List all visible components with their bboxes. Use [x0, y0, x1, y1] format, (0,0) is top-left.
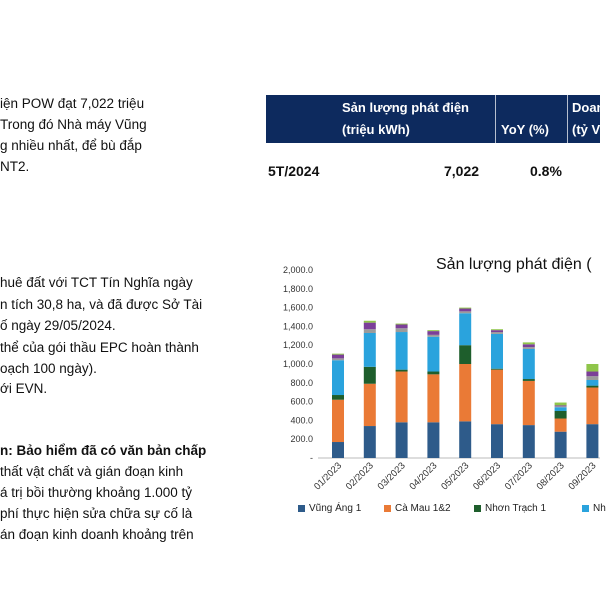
bar-segment [523, 344, 535, 347]
bar-segment [555, 407, 567, 411]
y-tick-label: 2,000.0 [282, 265, 313, 275]
bar-segment [396, 370, 408, 372]
bar-segment [459, 311, 471, 313]
bar-segment [555, 403, 567, 406]
para2-line4: thể của gói thầu EPC hoàn thành [0, 340, 199, 355]
bar-segment [491, 332, 503, 334]
bar-segment [396, 422, 408, 458]
para2-line1: huê đất với TCT Tín Nghĩa ngày [0, 275, 193, 290]
para1-line2: Trong đó Nhà máy Vũng [0, 117, 147, 132]
y-tick-label: 600.0 [290, 396, 313, 407]
bar-segment [396, 325, 408, 329]
bar-segment [396, 324, 408, 325]
bar-segment [555, 411, 567, 419]
bar-segment [555, 432, 567, 458]
para3-line5: án đoạn kinh doanh khoảng trên [0, 527, 194, 542]
header-revenue-line1: Doan [572, 100, 605, 115]
bar-segment [459, 308, 471, 309]
legend-item [298, 503, 361, 514]
bar-segment [427, 372, 439, 375]
bar-segment [364, 384, 376, 426]
x-tick-label: 02/2023 [343, 460, 376, 493]
bar-segment [586, 372, 598, 377]
para2-line6: ới EVN. [0, 381, 48, 396]
bar-segment [523, 347, 535, 349]
bar-segment [364, 323, 376, 330]
bar-segment [491, 424, 503, 458]
bar-segment [523, 342, 535, 344]
para1-line4: NT2. [0, 159, 30, 174]
legend-item [474, 503, 546, 514]
y-tick-label: 400.0 [290, 415, 313, 426]
y-tick-label: 1,600.0 [282, 302, 313, 313]
bar-segment [459, 345, 471, 364]
bar-segment [427, 374, 439, 422]
bar-segment [332, 400, 344, 442]
bar-segment [555, 405, 567, 406]
bar-segment [364, 426, 376, 458]
bar-segment [364, 367, 376, 384]
bar-segment [396, 328, 408, 332]
x-tick-label: 01/2023 [312, 460, 345, 493]
bar-segment [332, 360, 344, 395]
bar-segment [491, 330, 503, 332]
bar-segment [427, 335, 439, 337]
bar-segment [586, 376, 598, 380]
bar-segment [491, 334, 503, 369]
bar-segment [427, 422, 439, 458]
bar-segment [332, 395, 344, 400]
para3-line1: n: Bảo hiểm đã có văn bản chấp [0, 443, 207, 458]
bar-segment [555, 406, 567, 407]
legend-label: Nhơn Trạch 1 [485, 503, 547, 514]
y-tick-label: - [310, 453, 313, 463]
x-tick-label: 05/2023 [439, 460, 472, 493]
x-tick-label: 07/2023 [502, 460, 535, 493]
bar-segment [427, 331, 439, 335]
row-output-value: 7,022 [444, 163, 480, 179]
row-period: 5T/2024 [268, 163, 320, 179]
bar-segment [491, 369, 503, 370]
bar-segment [427, 330, 439, 331]
para3-line3: á trị bồi thường khoảng 1.000 tỷ [0, 485, 193, 500]
legend-swatch [474, 505, 481, 512]
bar-segment [396, 332, 408, 370]
legend-item [384, 503, 451, 514]
para3-line4: phí thực hiện sửa chữa sự cố là [0, 506, 193, 521]
bar-segment [586, 386, 598, 388]
para2-line3: ố ngày 29/05/2024. [0, 318, 116, 333]
bar-segment [523, 379, 535, 381]
bar-segment [427, 337, 439, 372]
bar-segment [459, 309, 471, 312]
bar-segment [364, 329, 376, 333]
bar-segment [364, 321, 376, 323]
x-tick-label: 08/2023 [534, 460, 567, 493]
y-tick-label: 1,000.0 [282, 359, 313, 369]
para1-line3: g nhiều nhất, để bù đắp [0, 138, 142, 153]
y-tick-label: 200.0 [290, 434, 313, 445]
legend-label: Nh [593, 503, 606, 514]
header-output-line2: (triệu kWh) [342, 122, 410, 137]
y-tick-label: 800.0 [290, 377, 313, 388]
x-tick-label: 06/2023 [471, 460, 504, 493]
bar-segment [491, 370, 503, 425]
legend-swatch [298, 505, 305, 512]
row-yoy-value: 0.8% [530, 163, 562, 179]
header-output-line1: Sản lượng phát điện [342, 100, 469, 115]
y-tick-label: 1,800.0 [282, 283, 313, 294]
para2-line2: n tích 30,8 ha, và đã được Sở Tài [0, 297, 203, 312]
bar-segment [332, 358, 344, 360]
y-tick-label: 1,200.0 [282, 340, 313, 351]
bar-segment [523, 425, 535, 458]
bar-segment [364, 333, 376, 367]
bar-segment [332, 442, 344, 458]
bar-segment [523, 349, 535, 379]
bar-segment [459, 421, 471, 458]
bar-segment [459, 313, 471, 345]
bar-segment [491, 329, 503, 330]
header-yoy: YoY (%) [501, 122, 549, 137]
header-revenue-line2: (tỷ V [572, 122, 601, 137]
legend-swatch [384, 505, 391, 512]
bar-segment [586, 380, 598, 386]
bar-segment [396, 372, 408, 423]
bar-segment [586, 364, 598, 372]
bar-segment [555, 419, 567, 432]
legend-label: Cà Mau 1&2 [395, 503, 451, 514]
y-tick-label: 1,400.0 [282, 321, 313, 332]
bar-segment [332, 355, 344, 359]
x-tick-label: 09/2023 [566, 460, 599, 493]
legend-swatch [582, 505, 589, 512]
bar-segment [586, 388, 598, 425]
bar-segment [459, 364, 471, 421]
x-tick-label: 03/2023 [375, 460, 408, 493]
bar-segment [586, 424, 598, 458]
para2-line5: oạch 100 ngày). [0, 361, 97, 376]
legend-item [582, 503, 606, 514]
para1-line1: iện POW đạt 7,022 triệu [0, 96, 145, 111]
chart-title: Sản lượng phát điện ( [436, 256, 592, 273]
legend-label: Vũng Áng 1 [309, 503, 362, 514]
para3-line2: thất vật chất và gián đoạn kinh [0, 464, 184, 479]
bar-segment [523, 381, 535, 425]
x-tick-label: 04/2023 [407, 460, 440, 493]
bar-segment [332, 354, 344, 355]
